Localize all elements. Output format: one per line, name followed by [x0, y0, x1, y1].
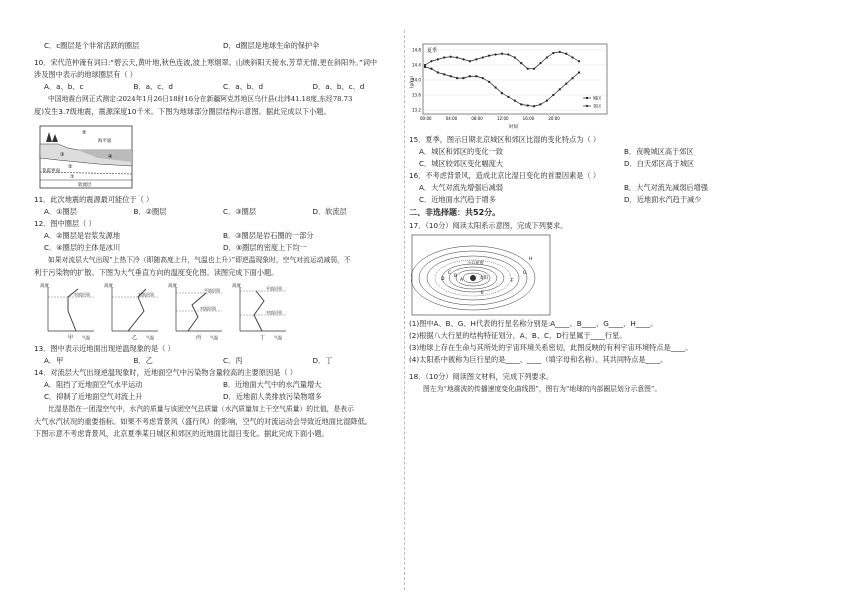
q17-stem: 17．（10分）阅读太阳系示意图，完成下列要求。 — [409, 221, 568, 230]
planet-c: C — [448, 271, 452, 276]
q10-option-d[interactable]: D．a、b、c、d — [312, 82, 365, 91]
earth-layers-figure — [38, 122, 138, 192]
q14-option-c[interactable]: C．抑制了近地面空气对流上升 — [44, 392, 143, 401]
data-point-suburb — [494, 53, 496, 55]
bing-xlabel: 气温 — [210, 335, 218, 340]
data-point-suburb — [462, 58, 464, 60]
q15-options-row2 — [409, 158, 829, 170]
data-point-suburb — [546, 56, 548, 58]
profile-yi — [104, 282, 158, 341]
q17-sub3: (3)地球上存在生命与其所处的宇宙环境关系密切，此图反映的有利宇宙环境特点是____。 — [409, 343, 693, 352]
planet-a: A — [460, 278, 464, 283]
data-point-suburb — [507, 53, 509, 55]
data-point-suburb — [559, 51, 561, 53]
data-point-urban — [495, 87, 497, 89]
q9-option-c[interactable]: C．c圈层是个非常活跃的圈层 — [44, 41, 140, 50]
yi-ylabel: 高度 — [104, 284, 113, 289]
data-point-suburb — [475, 58, 477, 60]
right-column — [409, 40, 829, 396]
data-point-suburb — [450, 56, 452, 58]
fig1-label-1: ① — [70, 174, 75, 180]
data-point-urban — [552, 94, 554, 96]
passage-humidity-line3: 下图示意不考虑背景风，北京夏季某日城区和郊区的近地面比湿日变化。据此完成下面小题。 — [34, 429, 329, 438]
chart-x-tick-label: 04:00 — [445, 116, 458, 121]
chart-x-tick-label: 00:00 — [420, 116, 432, 121]
planet-h: H — [529, 257, 533, 262]
fig1-moho: 莫霍界面 — [42, 169, 60, 174]
q12-option-d[interactable]: D．⑤圈层的密度上下均一 — [223, 243, 307, 252]
q13-option-b[interactable]: B．乙 — [133, 356, 153, 365]
data-point-suburb — [514, 56, 516, 58]
q14-options-row1 — [34, 379, 402, 391]
data-point-suburb — [424, 64, 426, 66]
yi-flow-layer: 对流层顶 — [138, 292, 154, 297]
chart-xlabel: 时间 — [509, 125, 518, 130]
q15-options-row1 — [409, 146, 829, 158]
data-point-suburb — [565, 53, 567, 55]
q15-option-a[interactable]: A．城区和郊区的变化一致 — [419, 147, 503, 156]
chart-x-tick-label: 20:00 — [548, 116, 560, 121]
data-point-suburb — [571, 56, 573, 58]
q15-option-d[interactable]: D．白天郊区高于城区 — [624, 159, 695, 168]
q11-option-b[interactable]: B．②圈层 — [133, 207, 167, 216]
data-point-suburb — [578, 60, 580, 62]
data-point-suburb — [469, 60, 471, 62]
data-point-suburb — [527, 68, 529, 70]
data-point-suburb — [533, 68, 535, 70]
passage-earthquake-line1: 中国地震台网正式测定:2024年1月26日18时16分在新疆阿克苏地区乌什县(北纬41.18度,东经78.73 — [48, 95, 353, 103]
passage-humidity-line2: 大气水汽状况的重要指标。如果不考虑背景风（盛行风）的影响，空气的对流运动会导致近地面比湿降低。 — [34, 417, 372, 426]
q16-stem: 16．不考虑背景风，造成北京比湿日变化的首要因素是（ ） — [409, 171, 601, 180]
q16-option-b[interactable]: B．大气对流先减弱后增强 — [624, 183, 708, 192]
chart-title: 夏季 — [427, 48, 438, 54]
chart-x-tick-label: 12:00 — [497, 116, 509, 121]
data-point-urban — [443, 73, 445, 75]
profile-bing — [168, 282, 222, 341]
q13-options — [34, 355, 402, 367]
q9-option-d[interactable]: D．d圈层是地球生命的保护伞 — [223, 41, 320, 50]
q13-option-c[interactable]: C．丙 — [223, 356, 243, 365]
planet-d: D — [441, 277, 445, 282]
data-point-suburb — [437, 58, 439, 60]
q13-stem: 13．图中表示近地面出现逆温现象的是（ ） — [34, 344, 175, 353]
chart-y-tick-label: 13.2 — [412, 107, 421, 113]
data-point-urban — [572, 77, 574, 79]
data-point-urban — [437, 72, 439, 74]
q16-option-c[interactable]: C．近地面水汽趋于增多 — [419, 195, 496, 204]
passage-inversion-line2: 利于污染物的扩散。下图为大气垂直方向的温度变化图。读图完成下面小题。 — [34, 268, 279, 277]
q14-option-d[interactable]: D．近地面人类排放污染物增多 — [223, 392, 322, 401]
fig1-label-4: ④ — [108, 154, 113, 160]
fig1-label-2: ② — [68, 164, 73, 170]
data-point-suburb — [488, 55, 490, 57]
fig1-sea-level: 海平面 — [98, 139, 112, 144]
passage-earthquake-line2: 度)发生3.7级地震，震源深度10千米。下图为地球部分圈层结构示意图。据此完成以下小题。 — [34, 107, 331, 116]
q13-option-a[interactable]: A．甲 — [44, 356, 64, 365]
q16-option-d[interactable]: D．近地面水汽趋于减少 — [624, 195, 702, 204]
q14-option-b[interactable]: B．近地面大气中的水汽量增大 — [223, 380, 322, 389]
q14-options-row2 — [34, 391, 402, 403]
data-point-suburb — [501, 53, 503, 55]
data-point-urban — [456, 77, 458, 79]
q18-passage: 图左为“地震波的传播速度变化曲线图”，图右为“地球的内部圈层划分示意图”。 — [423, 385, 662, 393]
ding-name: 丁 — [260, 335, 266, 341]
column-divider — [404, 30, 405, 590]
legend-marker — [586, 105, 588, 107]
sun-icon — [470, 275, 476, 281]
bing-ylabel: 高度 — [168, 284, 177, 289]
data-point-urban — [514, 100, 516, 102]
jia-xlabel: 气温 — [82, 335, 90, 340]
q15-option-c[interactable]: C．城区较郊区变化幅度大 — [419, 159, 504, 168]
q16-options-row1 — [409, 182, 829, 194]
chart-x-tick-label: 16:00 — [522, 116, 535, 121]
q12-stem: 12．图中圈层（ ） — [34, 219, 96, 228]
profile-ding — [232, 282, 286, 341]
q11-stem: 11．此次地震的震源最可能位于（ ） — [34, 195, 154, 204]
ding-ylabel: 高度 — [232, 284, 241, 289]
data-point-suburb — [430, 60, 432, 62]
q11-option-d[interactable]: D．软流层 — [312, 207, 347, 216]
q12-options-row1 — [34, 230, 402, 242]
data-point-urban — [520, 103, 522, 105]
q17-sub4: (4)太阳系中被称为巨行星的是____、____（填字母和名称）。其共同特点是____。 — [409, 355, 668, 364]
q10-option-a[interactable]: A．a、b、c — [44, 82, 84, 91]
legend-label: 郊区 — [593, 103, 602, 109]
q12-option-c[interactable]: C．④圈层的主体是冰川 — [44, 243, 121, 252]
data-point-urban — [507, 96, 509, 98]
legend-label: 城区 — [593, 95, 602, 101]
jia-flow-layer: 对流层顶 — [74, 292, 90, 297]
q12-options-row2 — [34, 242, 402, 254]
ding-flat-layer: 平流层顶 — [266, 286, 282, 291]
asteroid-belt-label: 小行星带 — [467, 260, 484, 265]
q17-sub1: (1)图中A、B、G、H代表的行星名称分别是:A____、B____、G____、H____。 — [409, 319, 658, 328]
q11-option-c[interactable]: C．③圈层 — [223, 207, 257, 216]
jia-name: 甲 — [68, 335, 74, 341]
section-two-heading: 二、非选择题：共52分。 — [409, 208, 501, 217]
q15-option-b[interactable]: B．夜晚城区高于郊区 — [624, 147, 694, 156]
data-point-urban — [463, 77, 465, 79]
q16-options-row2 — [409, 194, 829, 206]
passage-inversion-line1: 如果对流层大气出现“上热下冷（即随高度上升，气温也上升）”即逆温现象时，空气对流运动减弱，不 — [48, 256, 351, 264]
planet-b: B — [454, 274, 458, 279]
q14-option-a[interactable]: A．阻挡了近地面空气水平运动 — [44, 380, 143, 389]
data-point-urban — [501, 92, 503, 94]
data-point-suburb — [539, 62, 541, 64]
chart-y-tick-label: 13.6 — [412, 92, 421, 98]
profile-jia — [40, 282, 94, 341]
bing-name: 丙 — [196, 335, 202, 341]
q11-option-a[interactable]: A．①圈层 — [44, 207, 77, 216]
chart-y-tick-label: 14.8 — [412, 47, 421, 53]
data-point-urban — [540, 103, 542, 105]
data-point-urban — [430, 68, 432, 70]
planet-e: E — [481, 291, 484, 296]
q18-stem: 18．（10分）阅读图文材料，完成下列要求。 — [409, 372, 554, 381]
q15-stem: 15．夏季，图示日期北京城区和郊区比湿的变化特点为（ ） — [409, 135, 601, 144]
chart-x-tick-label: 08:00 — [471, 116, 483, 121]
q11-options — [34, 206, 402, 218]
yi-xlabel: 气温 — [146, 335, 154, 340]
chart-y-tick-label: 14.4 — [412, 62, 421, 68]
data-point-urban — [578, 72, 580, 74]
q17-sub2: (2)根据八大行星的结构特征划分，A、B、C、D行星属于____行星。 — [409, 331, 627, 340]
q10-options — [34, 81, 402, 93]
humidity-line-chart — [409, 40, 609, 130]
data-point-urban — [565, 83, 567, 85]
q14-stem: 14．对流层大气出现逆温现象时，近地面空气中污染物含量较高的主要原因是（ ） — [34, 368, 297, 377]
chart-y-tick-label: 14.0 — [412, 77, 421, 83]
data-point-suburb — [520, 62, 522, 64]
q9-options — [34, 40, 402, 52]
solar-system-figure — [411, 234, 551, 316]
chart-x-ticks — [420, 116, 560, 121]
jia-ylabel: 高度 — [40, 284, 49, 289]
left-column — [34, 40, 402, 440]
ding-flow-layer: 对流层顶 — [266, 310, 282, 315]
data-point-urban — [527, 105, 529, 107]
q12-option-b[interactable]: B．③圈层是岩石圈的一部分 — [223, 231, 314, 240]
q10-stem-line1: 10．宋代范仲淹有词曰:“碧云天,黄叶地,秋色连波,波上寒烟翠。山映斜阳天接水,芳草无情,更在斜阳外。”词中 — [34, 58, 378, 67]
bing-flow-layer: 对流层顶 — [200, 306, 216, 311]
sun-label: 太阳 — [479, 276, 488, 281]
data-point-urban — [424, 66, 426, 68]
q10-option-c[interactable]: C．a、b、d — [223, 82, 264, 91]
fig1-label-3: ③ — [60, 152, 65, 158]
chart-frame — [423, 44, 607, 114]
data-point-suburb — [552, 52, 554, 54]
data-point-urban — [546, 100, 548, 102]
planet-f: F — [511, 279, 514, 284]
temperature-profiles-figure — [38, 281, 298, 341]
data-point-urban — [559, 88, 561, 90]
data-point-urban — [450, 75, 452, 77]
legend-marker — [586, 97, 588, 99]
ding-xlabel: 气温 — [274, 335, 282, 340]
data-point-urban — [469, 75, 471, 77]
data-point-urban — [488, 81, 490, 83]
bing-flat-layer: 平流层顶 — [204, 288, 220, 293]
chart-ylabel: (g/kg) — [409, 76, 414, 88]
fig1-label-5: ⑤ — [82, 130, 87, 136]
fig1-soft-layer: 软流层 — [78, 183, 92, 188]
data-point-urban — [482, 77, 484, 79]
yi-name: 乙 — [132, 335, 138, 341]
q12-option-a[interactable]: A．②圈层是岩浆发源地 — [44, 231, 121, 240]
data-point-urban — [475, 75, 477, 77]
data-point-suburb — [443, 56, 445, 58]
q13-option-d[interactable]: D．丁 — [312, 356, 333, 365]
passage-humidity-line1: 比湿是指在一团湿空气中，水汽的质量与该团空气总质量（水汽质量加上干空气质量）的比值，是表示 — [48, 405, 354, 413]
data-point-suburb — [482, 56, 484, 58]
data-point-suburb — [456, 56, 458, 58]
planet-g: G — [523, 271, 527, 276]
data-point-urban — [533, 105, 535, 107]
q16-option-a[interactable]: A．大气对流先增强后减弱 — [419, 183, 503, 192]
q10-stem-line2: 涉及图中表示的地球圈层有（ ） — [34, 70, 137, 79]
q10-option-b[interactable]: B．a、c、d — [133, 82, 173, 91]
